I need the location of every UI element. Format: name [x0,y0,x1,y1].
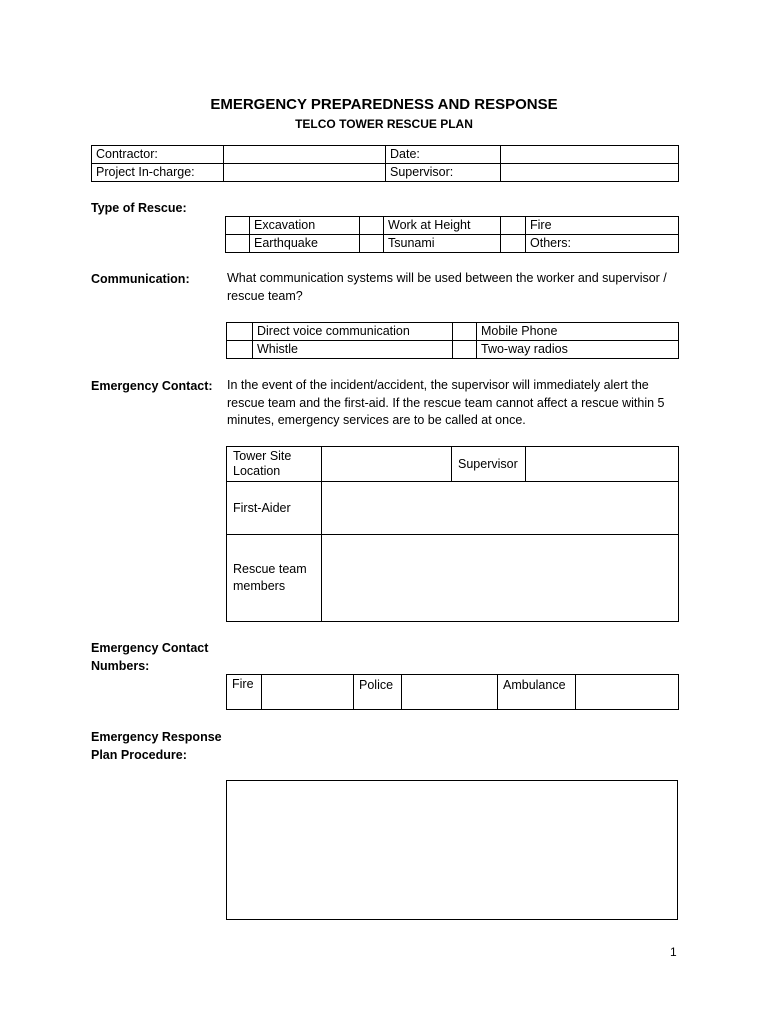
rescue-team-members-label: Rescue team members [227,535,322,622]
two-way-radios-checkbox[interactable] [453,341,477,359]
emergency-contact-numbers-label: Emergency Contact Numbers: [91,641,209,673]
contractor-label: Contractor: [92,146,224,164]
contact-details-table [226,446,679,622]
police-number-label: Police [354,675,402,710]
project-in-charge-label: Project In-charge: [92,164,224,182]
communication-label: Communication: [91,272,190,286]
emergency-contact-label: Emergency Contact: [91,379,213,393]
emergency-response-plan-label: Emergency Response Plan Procedure: [91,730,222,762]
two-way-radios-label: Two-way radios [477,341,679,359]
rescue-type-table [225,216,679,253]
tsunami-label: Tsunami [384,235,501,253]
direct-voice-checkbox[interactable] [227,323,253,341]
fire-number-field[interactable] [262,675,354,710]
contact-supervisor-field[interactable] [526,447,679,482]
earthquake-checkbox[interactable] [226,235,250,253]
date-label: Date: [386,146,501,164]
type-of-rescue-label: Type of Rescue: [91,201,187,215]
work-at-height-checkbox[interactable] [360,217,384,235]
tsunami-checkbox[interactable] [360,235,384,253]
mobile-phone-checkbox[interactable] [453,323,477,341]
procedure-text-area[interactable] [226,780,678,920]
first-aider-label: First-Aider [227,482,322,535]
others-label: Others: [526,235,679,253]
police-number-field[interactable] [402,675,498,710]
supervisor-field[interactable] [501,164,679,182]
fire-label: Fire [526,217,679,235]
communication-question: What communication systems will be used between the worker and supervisor / rescue team? [227,271,667,303]
communication-table [226,322,679,359]
fire-number-label: Fire [227,675,262,710]
excavation-checkbox[interactable] [226,217,250,235]
tower-site-location-label: Tower Site Location [227,447,322,482]
ambulance-number-label: Ambulance [498,675,576,710]
tower-site-location-field[interactable] [322,447,452,482]
info-table [91,145,679,182]
others-checkbox[interactable] [501,235,526,253]
page-number: 1 [670,945,677,959]
contractor-field[interactable] [224,146,386,164]
contact-supervisor-label: Supervisor [452,447,526,482]
work-at-height-label: Work at Height [384,217,501,235]
direct-voice-label: Direct voice communication [253,323,453,341]
fire-checkbox[interactable] [501,217,526,235]
document-subtitle: TELCO TOWER RESCUE PLAN [295,117,473,131]
mobile-phone-label: Mobile Phone [477,323,679,341]
earthquake-label: Earthquake [250,235,360,253]
first-aider-field[interactable] [322,482,679,535]
excavation-label: Excavation [250,217,360,235]
whistle-checkbox[interactable] [227,341,253,359]
ambulance-number-field[interactable] [576,675,679,710]
document-title: EMERGENCY PREPAREDNESS AND RESPONSE [210,96,558,113]
emergency-contact-text: In the event of the incident/accident, the supervisor will immediately alert the rescue team and the first-aid. If the rescue team cannot affect a rescue within 5 minutes, emergency services are to be called at once. [227,378,665,427]
supervisor-label: Supervisor: [386,164,501,182]
whistle-label: Whistle [253,341,453,359]
contact-numbers-table [226,674,679,710]
date-field[interactable] [501,146,679,164]
project-in-charge-field[interactable] [224,164,386,182]
rescue-team-members-field[interactable] [322,535,679,622]
